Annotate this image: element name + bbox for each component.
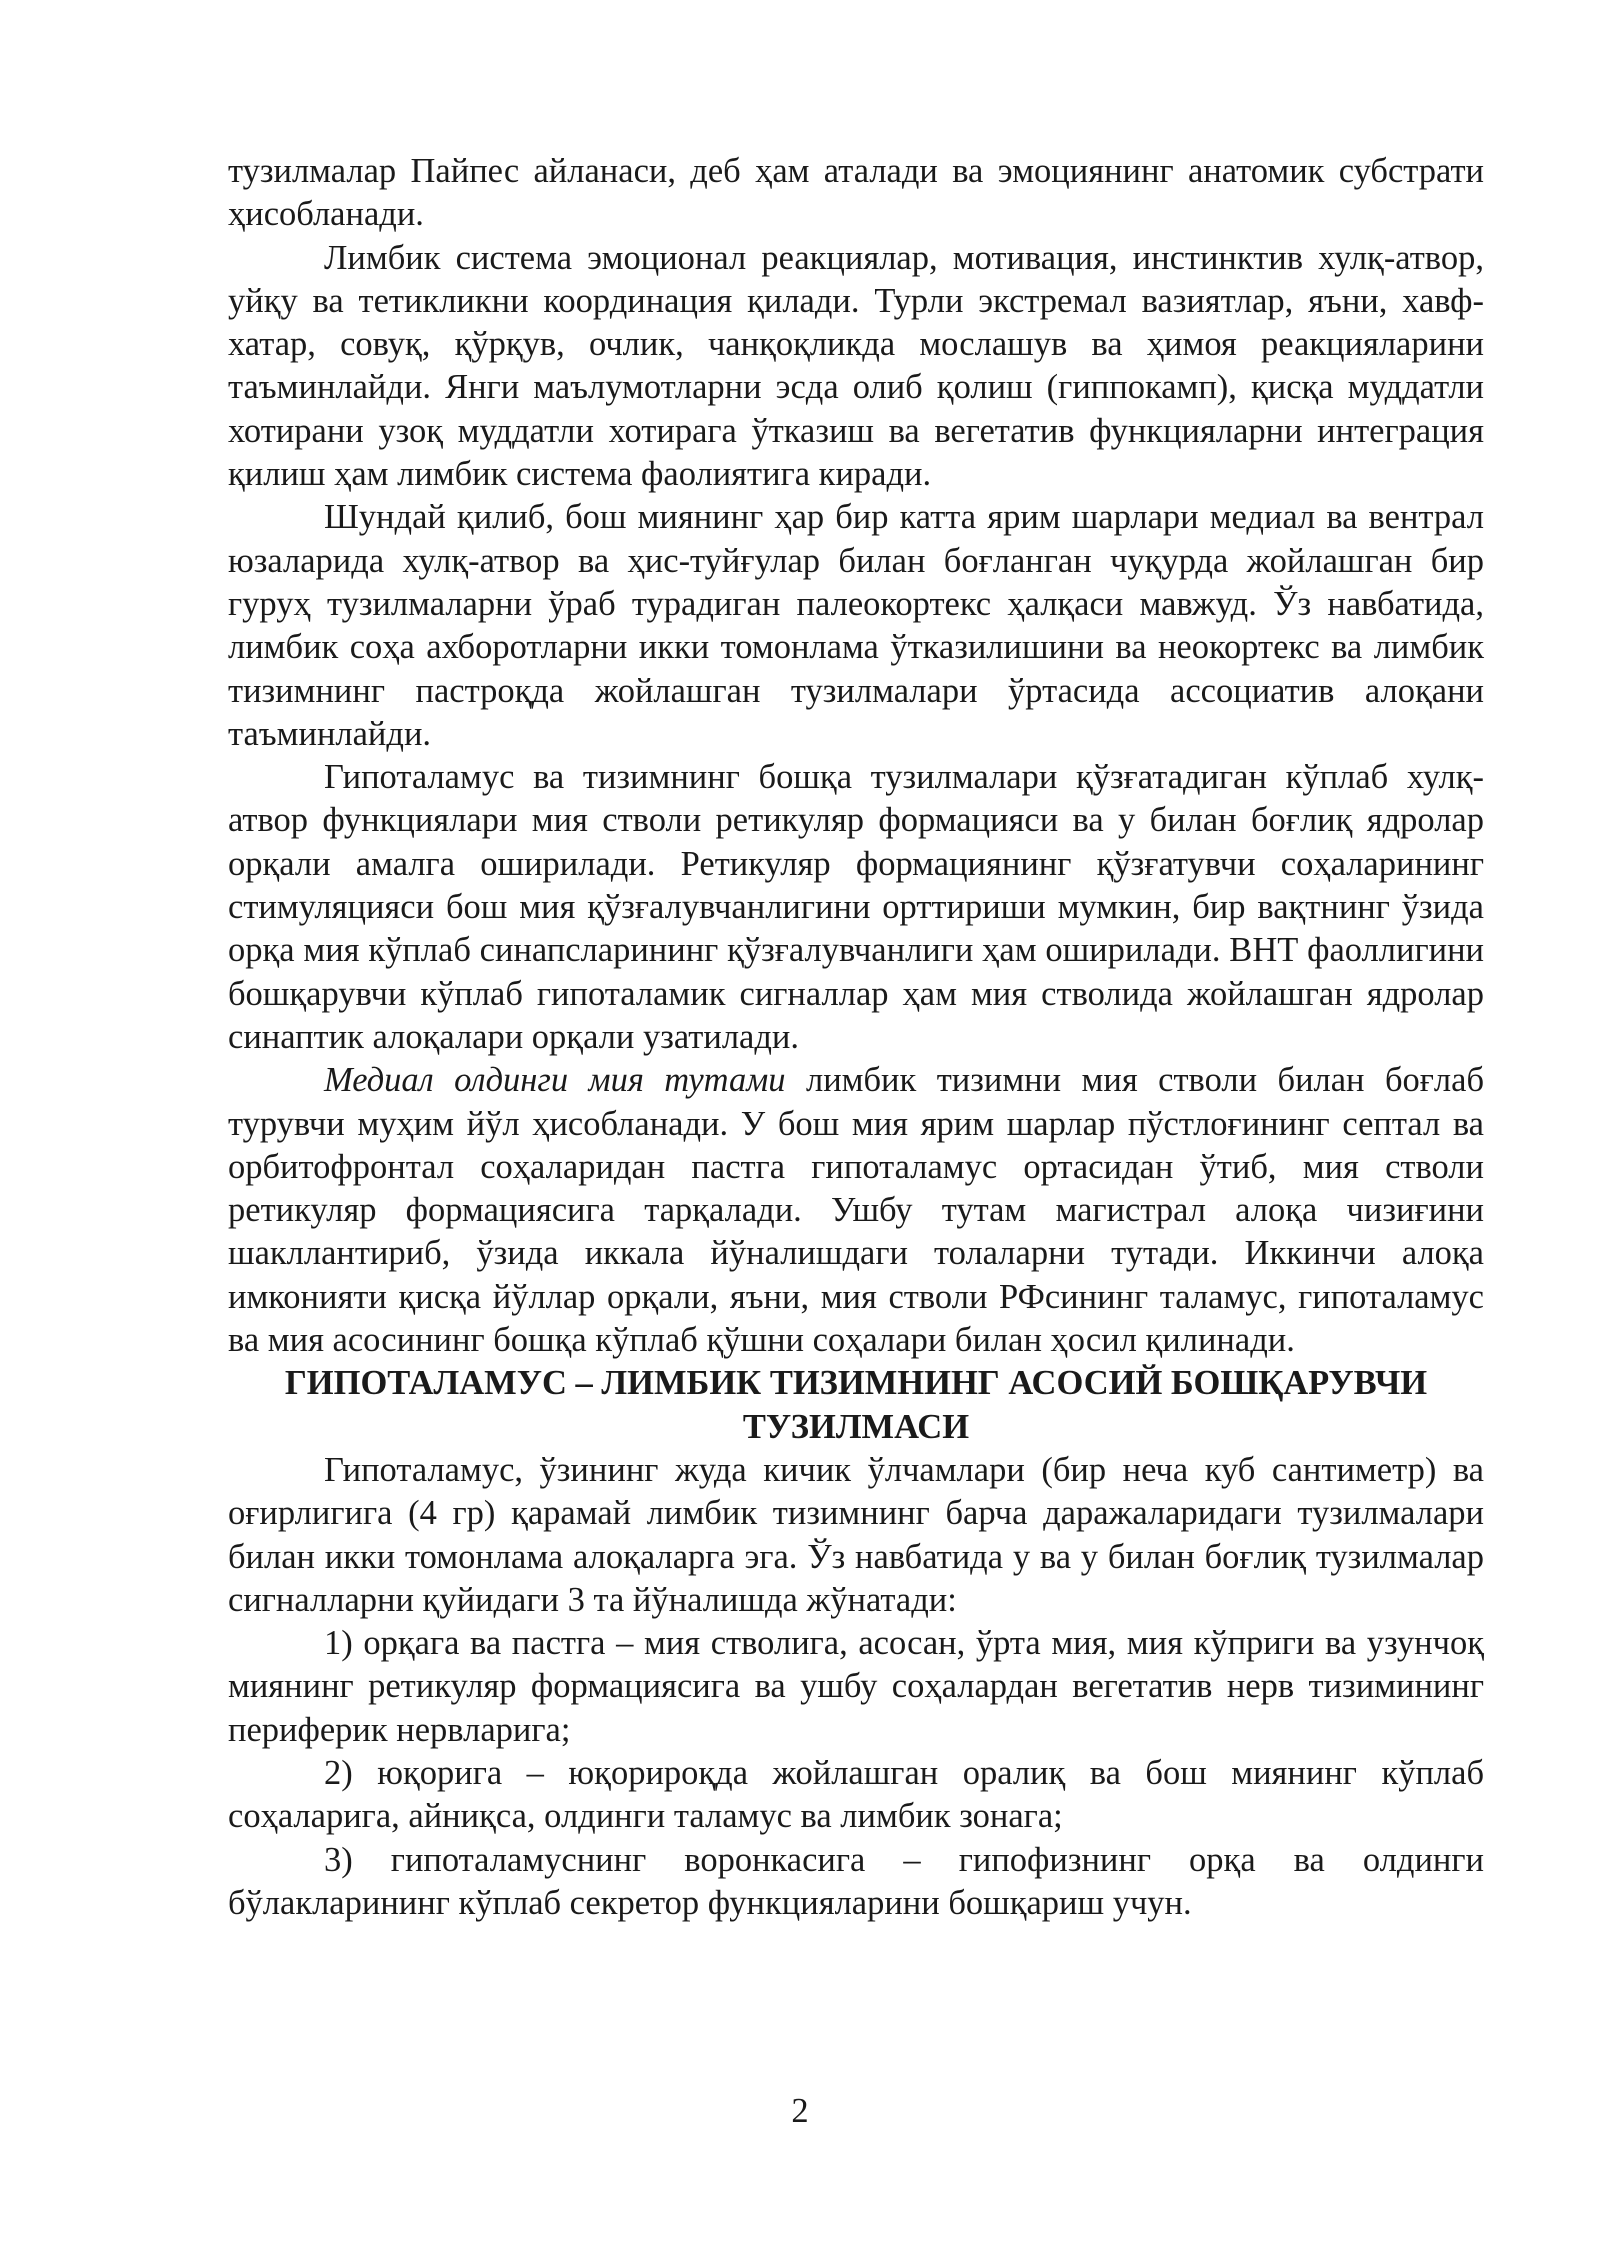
paragraph-reticular-formation: Гипоталамус ва тизимнинг бошқа тузилмалари қўзғатадиган кўплаб хулқ-атвор функциялари мия стволи ретикуляр формацияси ва у билан боғлиқ ядролар орқали амалга оширилади. Ретикуляр формациянинг қўзғатувчи соҳаларининг стимуляцияси бош мия қўзғалувчанлигини орттириши мумкин, бир вақтнинг ўзида орқа мия кўплаб синапсларининг қўзғалувчанлиги ҳам оширилади. ВНТ фаоллигини бошқарувчи кўплаб гипоталамик сигналлар ҳам мия стволида жойлашган ядролар синаптик алоқалари орқали узатилади.: [228, 758, 1484, 1056]
italic-term: Медиал олдинги мия тутами: [324, 1061, 786, 1100]
paragraph-text: лимбик тизимни мия стволи билан боғлаб турувчи муҳим йўл ҳисобланади. У бош мия ярим шарлар пўстлоғининг септал ва орбитофронтал соҳаларидан пастга гипоталамус ортасидан ўтиб, мия стволи ретикуляр формациясига тарқалади. Ушбу тутам магистрал алоқа чизиғини шакллантириб, ўзида иккала йўналишдаги толаларни тутади. Иккинчи алоқа имконияти қисқа йўллар орқали, яъни, мия стволи РФсининг таламус, гипоталамус ва мия асосининг бошқа кўплаб қўшни соҳалари билан ҳосил қилинади.: [228, 1061, 1485, 1360]
paragraph-continuation: тузилмалар Пайпес айланаси, деб ҳам аталади ва эмоциянинг анатомик субстрати ҳисобланади.: [228, 152, 1484, 234]
paragraph-medial-forebrain-bundle: [228, 1059, 1484, 1362]
page-body: [228, 150, 1484, 1925]
paragraph-hypothalamus-intro: Гипоталамус, ўзининг жуда кичик ўлчамлари (бир неча куб сантиметр) ва оғирлигига (4 гр) қарамай лимбик тизимнинг барча даражаларидаги тузилмалари билан икки томонлама алоқаларга эга. Ўз навбатида у ва у билан боғлиқ тузилмалар сигналларни қуйидаги 3 та йўналишда жўнатади:: [228, 1450, 1484, 1619]
list-item-3: 3) гипоталамуснинг воронкасига – гипофизнинг орқа ва олдинги бўлакларининг кўплаб секретор функцияларини бошқариш учун.: [228, 1840, 1484, 1922]
list-item-2: 2) юқорига – юқорироқда жойлашган оралиқ ва бош миянинг кўплаб соҳаларига, айниқса, олдинги таламус ва лимбик зонага;: [228, 1753, 1484, 1836]
paragraph-limbic-functions: Лимбик система эмоционал реакциялар, мотивация, инстинктив хулқ-атвор, уйқу ва тетикликни координация қилади. Турли экстремал вазиятлар, яъни, хавф-хатар, совуқ, қўрқув, очлик, чанқоқликда мослашув ва ҳимоя реакцияларини таъминлайди. Янги маълумотларни эсда олиб қолиш (гиппокамп), қисқа муддатли хотирани узоқ муддатли хотирага ўтказиш ва вегетатив функцияларни интеграция қилиш ҳам лимбик система фаолиятига киради.: [228, 238, 1484, 494]
page-number: 2: [791, 2092, 809, 2130]
section-heading: ГИПОТАЛАМУС – ЛИМБИК ТИЗИМНИНГ АСОСИЙ БОШҚАРУВЧИ ТУЗИЛМАСИ: [284, 1364, 1428, 1446]
paragraph-paleocortex-ring: Шундай қилиб, бош миянинг ҳар бир катта ярим шарлари медиал ва вентрал юзаларида хулқ-атвор ва ҳис-туйғулар билан боғланган чуқурда жойлашган бир гуруҳ тузилмаларни ўраб турадиган палеокортекс ҳалқаси мавжуд. Ўз навбатида, лимбик соҳа ахборотларни икки томонлама ўтказилишини ва неокортекс ва лимбик тизимнинг пастроқда жойлашган тузилмалари ўртасида ассоциатив алоқани таъминлайди.: [228, 498, 1484, 753]
list-item-1: 1) орқага ва пастга – мия стволига, асосан, ўрта мия, мия кўприги ва узунчоқ миянинг ретикуляр формациясига ва ушбу соҳалардан вегетатив нерв тизимининг периферик нервларига;: [228, 1624, 1484, 1749]
